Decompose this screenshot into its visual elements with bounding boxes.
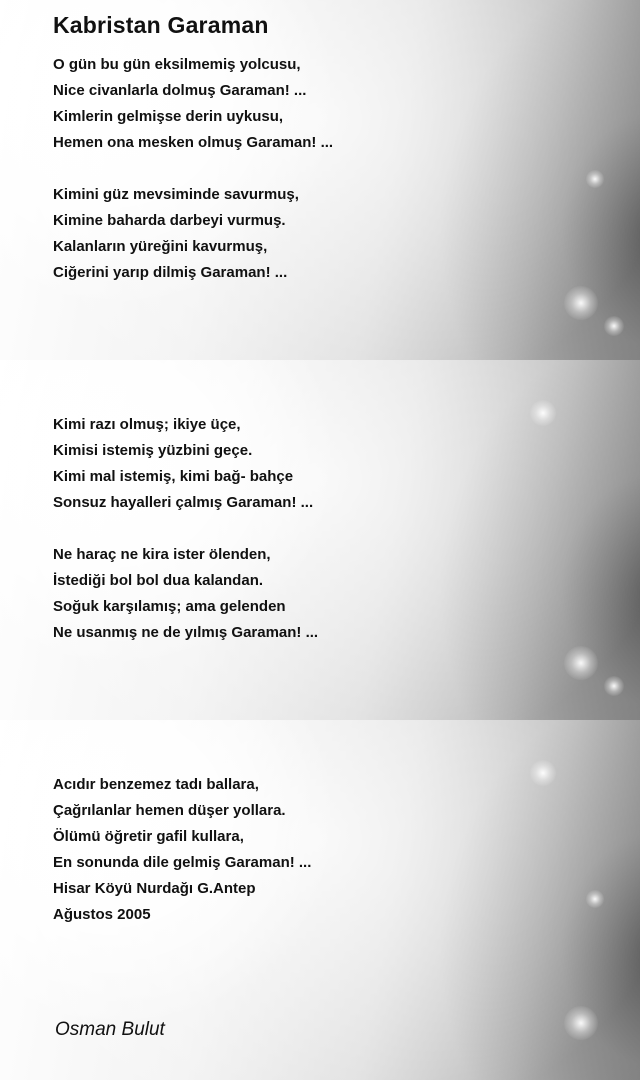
sparkle-decoration bbox=[530, 400, 556, 426]
poem-line: Soğuk karşılamış; ama gelenden bbox=[53, 598, 286, 615]
stanza-3 bbox=[53, 412, 313, 516]
poem-line: Kimlerin gelmişse derin uykusu, bbox=[53, 108, 284, 125]
sparkle-decoration bbox=[604, 316, 624, 336]
sparkle-decoration bbox=[530, 760, 556, 786]
poem-line: Kimini güz mevsiminde savurmuş, bbox=[53, 186, 299, 203]
stanza-2 bbox=[53, 182, 299, 286]
poem-line: En sonunda dile gelmiş Garaman! ... bbox=[53, 854, 312, 871]
stanza-1 bbox=[53, 52, 333, 156]
poem-line: Kimi razı olmuş; ikiye üçe, bbox=[53, 416, 241, 433]
sparkle-decoration bbox=[564, 286, 598, 320]
poem-line: O gün bu gün eksilmemiş yolcusu, bbox=[53, 56, 301, 73]
poem-line: Kimisi istemiş yüzbini geçe. bbox=[53, 442, 253, 459]
sparkle-decoration bbox=[604, 676, 624, 696]
poem-line: Ne haraç ne kira ister ölenden, bbox=[53, 546, 271, 563]
poem-line: Kalanların yüreğini kavurmuş, bbox=[53, 238, 268, 255]
poem-date: Ağustos 2005 bbox=[53, 906, 151, 923]
poem-line: Sonsuz hayalleri çalmış Garaman! ... bbox=[53, 494, 314, 511]
poem-line: Hemen ona mesken olmuş Garaman! ... bbox=[53, 134, 334, 151]
poem-panel-3 bbox=[0, 720, 640, 1080]
stanza-4 bbox=[53, 542, 318, 646]
poem-line: Çağrılanlar hemen düşer yollara. bbox=[53, 802, 286, 819]
poem-line: Nice civanlarla dolmuş Garaman! ... bbox=[53, 82, 307, 99]
poem-author: Osman Bulut bbox=[55, 1019, 165, 1040]
poem-line: Ölümü öğretir gafil kullara, bbox=[53, 828, 244, 845]
poem-title: Kabristan Garaman bbox=[53, 12, 269, 38]
stanza-5 bbox=[53, 772, 311, 928]
poem-panel-2 bbox=[0, 360, 640, 720]
poem-line: İstediği bol bol dua kalandan. bbox=[53, 572, 264, 589]
poem-panel-1 bbox=[0, 0, 640, 360]
poem-line: Kimine baharda darbeyi vurmuş. bbox=[53, 212, 286, 229]
sparkle-decoration bbox=[564, 646, 598, 680]
sparkle-decoration bbox=[586, 890, 604, 908]
poem-line: Ciğerini yarıp dilmiş Garaman! ... bbox=[53, 264, 288, 281]
poem-line: Kimi mal istemiş, kimi bağ- bahçe bbox=[53, 468, 294, 485]
poem-location: Hisar Köyü Nurdağı G.Antep bbox=[53, 880, 256, 897]
sparkle-decoration bbox=[564, 1006, 598, 1040]
poem-line: Ne usanmış ne de yılmış Garaman! ... bbox=[53, 624, 319, 641]
sparkle-decoration bbox=[586, 170, 604, 188]
poem-line: Acıdır benzemez tadı ballara, bbox=[53, 776, 259, 793]
